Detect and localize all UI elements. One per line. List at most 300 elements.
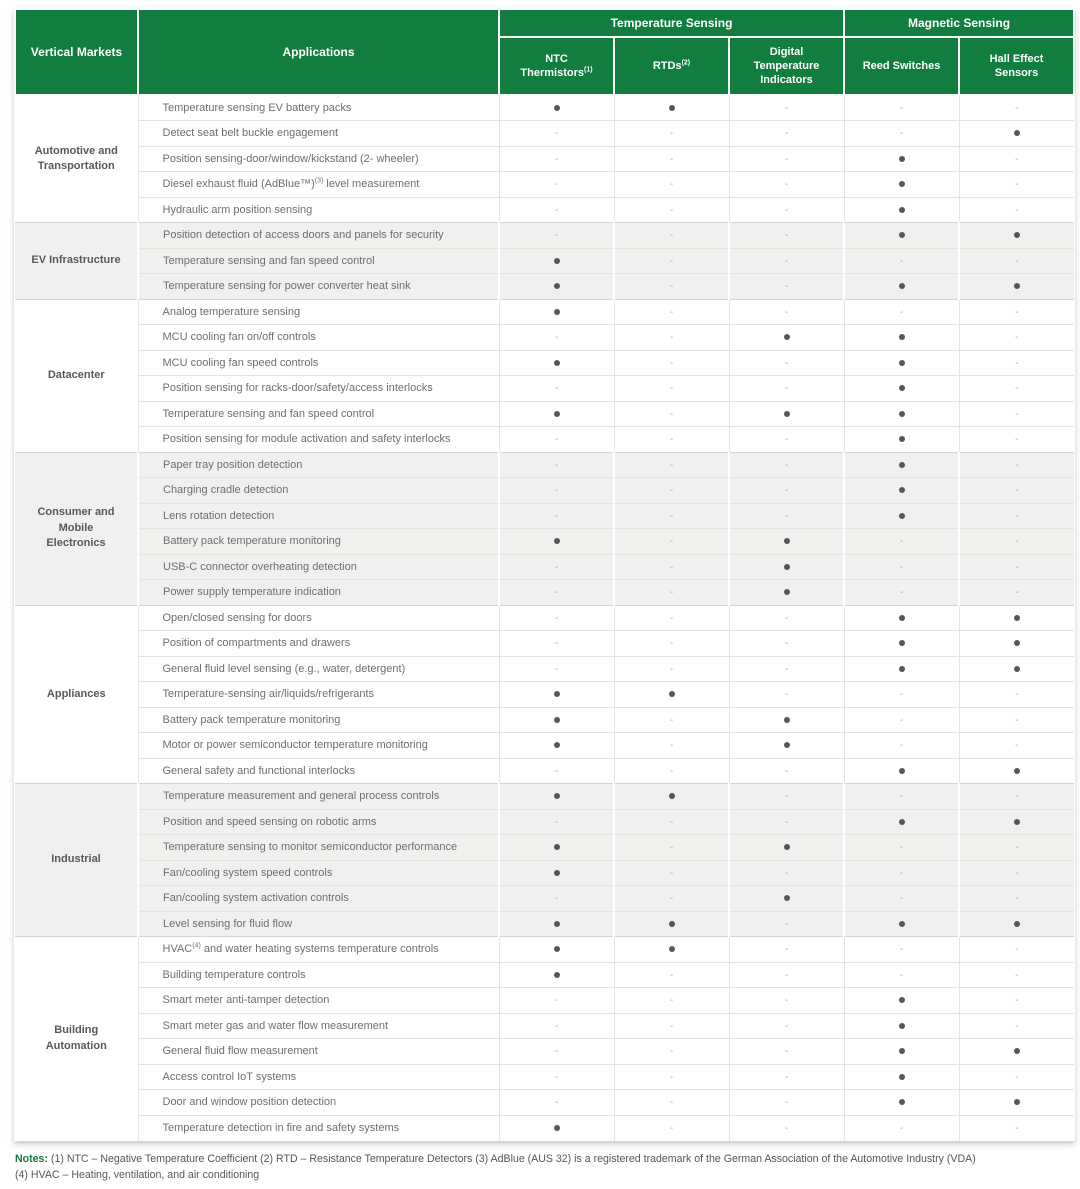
matrix-cell-ntc-thermistors-supported xyxy=(499,401,614,427)
matrix-row xyxy=(15,809,1074,835)
dash-mark: - xyxy=(900,128,903,139)
dash-mark: - xyxy=(785,1072,788,1083)
application-cell: Level sensing for fluid flow xyxy=(138,911,499,937)
matrix-cell-rtds-na xyxy=(614,707,729,733)
matrix-cell-ntc-thermistors-na xyxy=(499,427,614,453)
dash-mark: - xyxy=(900,868,903,879)
dot-icon xyxy=(1014,1099,1020,1105)
matrix-cell-digital-temperature-indicators-na xyxy=(729,631,844,657)
dash-mark: - xyxy=(555,460,558,471)
dash-mark: - xyxy=(670,1021,673,1032)
dash-mark: - xyxy=(785,511,788,522)
dot-icon xyxy=(899,411,905,417)
dash-mark: - xyxy=(555,995,558,1006)
matrix-cell-ntc-thermistors-supported xyxy=(499,937,614,963)
matrix-cell-rtds-na xyxy=(614,452,729,478)
matrix-cell-digital-temperature-indicators-na xyxy=(729,758,844,784)
matrix-cell-digital-temperature-indicators-na xyxy=(729,299,844,325)
application-cell: General safety and functional interlocks xyxy=(138,758,499,784)
dash-mark: - xyxy=(785,766,788,777)
dash-mark: - xyxy=(785,179,788,190)
dash-mark: - xyxy=(1015,256,1018,267)
application-cell: Temperature sensing and fan speed control xyxy=(138,401,499,427)
dash-mark: - xyxy=(555,613,558,624)
matrix-row xyxy=(15,427,1074,453)
dash-mark: - xyxy=(555,562,558,573)
matrix-cell-digital-temperature-indicators-na xyxy=(729,95,844,121)
dash-mark: - xyxy=(670,562,673,573)
matrix-cell-ntc-thermistors-supported xyxy=(499,299,614,325)
matrix-cell-reed-switches-supported xyxy=(844,1064,959,1090)
dash-mark: - xyxy=(670,358,673,369)
dash-mark: - xyxy=(785,791,788,802)
application-cell: Battery pack temperature monitoring xyxy=(138,707,499,733)
matrix-row xyxy=(15,95,1074,121)
application-cell: Smart meter gas and water flow measurement xyxy=(138,1013,499,1039)
market-cell: Building Automation xyxy=(15,937,138,1141)
dot-icon xyxy=(554,921,560,927)
dot-icon xyxy=(899,1023,905,1029)
matrix-cell-hall-effect-sensors-na xyxy=(959,1064,1074,1090)
matrix-cell-hall-effect-sensors-na xyxy=(959,197,1074,223)
matrix-cell-rtds-na xyxy=(614,1115,729,1141)
matrix-cell-reed-switches-na xyxy=(844,248,959,274)
dash-mark: - xyxy=(670,766,673,777)
matrix-cell-digital-temperature-indicators-na xyxy=(729,1039,844,1065)
dash-mark: - xyxy=(670,817,673,828)
matrix-cell-reed-switches-na xyxy=(844,554,959,580)
dash-mark: - xyxy=(670,281,673,292)
matrix-cell-hall-effect-sensors-supported xyxy=(959,911,1074,937)
matrix-cell-digital-temperature-indicators-na xyxy=(729,1064,844,1090)
application-cell: Hydraulic arm position sensing xyxy=(138,197,499,223)
matrix-row xyxy=(15,503,1074,529)
matrix-cell-rtds-na xyxy=(614,529,729,555)
dash-mark: - xyxy=(1015,1123,1018,1134)
matrix-cell-reed-switches-supported xyxy=(844,146,959,172)
dot-icon xyxy=(554,870,560,876)
dash-mark: - xyxy=(670,638,673,649)
dash-mark: - xyxy=(785,205,788,216)
dash-mark: - xyxy=(785,1097,788,1108)
application-cell: Temperature-sensing air/liquids/refrigerants xyxy=(138,682,499,708)
matrix-cell-reed-switches-na xyxy=(844,299,959,325)
matrix-cell-reed-switches-supported xyxy=(844,452,959,478)
application-cell: MCU cooling fan speed controls xyxy=(138,350,499,376)
dash-mark: - xyxy=(1015,1072,1018,1083)
matrix-cell-hall-effect-sensors-supported xyxy=(959,758,1074,784)
application-cell: Fan/cooling system speed controls xyxy=(138,860,499,886)
matrix-cell-digital-temperature-indicators-na xyxy=(729,223,844,249)
matrix-cell-rtds-na xyxy=(614,631,729,657)
matrix-cell-hall-effect-sensors-supported xyxy=(959,223,1074,249)
application-cell: Position and speed sensing on robotic arms xyxy=(138,809,499,835)
matrix-cell-ntc-thermistors-na xyxy=(499,452,614,478)
dot-icon xyxy=(554,283,560,289)
dash-mark: - xyxy=(785,995,788,1006)
matrix-cell-reed-switches-supported xyxy=(844,172,959,198)
dot-icon xyxy=(1014,640,1020,646)
dash-mark: - xyxy=(785,358,788,369)
dash-mark: - xyxy=(670,536,673,547)
matrix-cell-ntc-thermistors-supported xyxy=(499,274,614,300)
matrix-row xyxy=(15,580,1074,606)
matrix-cell-rtds-na xyxy=(614,478,729,504)
application-cell: Position of compartments and drawers xyxy=(138,631,499,657)
matrix-cell-rtds-na xyxy=(614,248,729,274)
matrix-cell-hall-effect-sensors-na xyxy=(959,427,1074,453)
application-cell: Temperature sensing EV battery packs xyxy=(138,95,499,121)
dot-icon xyxy=(1014,1048,1020,1054)
matrix-cell-reed-switches-supported xyxy=(844,758,959,784)
dot-icon xyxy=(1014,819,1020,825)
dash-mark: - xyxy=(670,154,673,165)
matrix-cell-reed-switches-na xyxy=(844,707,959,733)
matrix-cell-hall-effect-sensors-na xyxy=(959,784,1074,810)
application-cell: Motor or power semiconductor temperature monitoring xyxy=(138,733,499,759)
matrix-cell-rtds-supported xyxy=(614,682,729,708)
matrix-cell-ntc-thermistors-na xyxy=(499,121,614,147)
matrix-cell-digital-temperature-indicators-na xyxy=(729,274,844,300)
matrix-cell-reed-switches-supported xyxy=(844,478,959,504)
dot-icon xyxy=(784,895,790,901)
matrix-row xyxy=(15,121,1074,147)
matrix-cell-reed-switches-na xyxy=(844,860,959,886)
matrix-row xyxy=(15,631,1074,657)
matrix-cell-reed-switches-na xyxy=(844,682,959,708)
dash-mark: - xyxy=(555,332,558,343)
matrix-cell-ntc-thermistors-supported xyxy=(499,835,614,861)
dash-mark: - xyxy=(785,613,788,624)
matrix-cell-ntc-thermistors-supported xyxy=(499,1115,614,1141)
dash-mark: - xyxy=(670,383,673,394)
matrix-row xyxy=(15,452,1074,478)
matrix-cell-reed-switches-supported xyxy=(844,197,959,223)
dash-mark: - xyxy=(670,613,673,624)
matrix-cell-ntc-thermistors-na xyxy=(499,1039,614,1065)
dash-mark: - xyxy=(1015,460,1018,471)
dot-icon xyxy=(899,436,905,442)
dash-mark: - xyxy=(900,256,903,267)
matrix-cell-reed-switches-na xyxy=(844,95,959,121)
matrix-cell-digital-temperature-indicators-na xyxy=(729,911,844,937)
dash-mark: - xyxy=(1015,562,1018,573)
dot-icon xyxy=(554,105,560,111)
dash-mark: - xyxy=(670,485,673,496)
dot-icon xyxy=(554,742,560,748)
matrix-cell-hall-effect-sensors-supported xyxy=(959,631,1074,657)
dash-mark: - xyxy=(1015,434,1018,445)
matrix-cell-ntc-thermistors-supported xyxy=(499,95,614,121)
matrix-cell-hall-effect-sensors-na xyxy=(959,1013,1074,1039)
market-cell: Datacenter xyxy=(15,299,138,452)
dot-icon xyxy=(1014,666,1020,672)
matrix-cell-hall-effect-sensors-na xyxy=(959,503,1074,529)
matrix-cell-hall-effect-sensors-supported xyxy=(959,274,1074,300)
matrix-cell-ntc-thermistors-supported xyxy=(499,248,614,274)
dot-icon xyxy=(784,334,790,340)
dash-mark: - xyxy=(555,230,558,241)
matrix-cell-hall-effect-sensors-na xyxy=(959,682,1074,708)
matrix-cell-rtds-na xyxy=(614,146,729,172)
matrix-cell-reed-switches-supported xyxy=(844,631,959,657)
matrix-cell-digital-temperature-indicators-supported xyxy=(729,835,844,861)
matrix-cell-rtds-na xyxy=(614,325,729,351)
header-group-temperature-sensing: Temperature Sensing xyxy=(499,9,844,37)
matrix-cell-ntc-thermistors-supported xyxy=(499,529,614,555)
application-cell: Access control IoT systems xyxy=(138,1064,499,1090)
header-group-magnetic-sensing: Magnetic Sensing xyxy=(844,9,1074,37)
matrix-row xyxy=(15,401,1074,427)
matrix-cell-ntc-thermistors-na xyxy=(499,146,614,172)
dash-mark: - xyxy=(1015,995,1018,1006)
dot-icon xyxy=(1014,232,1020,238)
matrix-cell-reed-switches-na xyxy=(844,962,959,988)
dash-mark: - xyxy=(670,332,673,343)
matrix-cell-hall-effect-sensors-na xyxy=(959,886,1074,912)
matrix-cell-digital-temperature-indicators-supported xyxy=(729,733,844,759)
dash-mark: - xyxy=(785,689,788,700)
dash-mark: - xyxy=(785,154,788,165)
matrix-row xyxy=(15,350,1074,376)
matrix-cell-hall-effect-sensors-na xyxy=(959,248,1074,274)
application-cell: Building temperature controls xyxy=(138,962,499,988)
dot-icon xyxy=(899,207,905,213)
matrix-row xyxy=(15,988,1074,1014)
dot-icon xyxy=(899,997,905,1003)
matrix-cell-hall-effect-sensors-na xyxy=(959,988,1074,1014)
matrix-cell-ntc-thermistors-na xyxy=(499,554,614,580)
dot-icon xyxy=(1014,283,1020,289)
dot-icon xyxy=(899,921,905,927)
matrix-cell-digital-temperature-indicators-supported xyxy=(729,554,844,580)
dot-icon xyxy=(899,181,905,187)
matrix-row xyxy=(15,529,1074,555)
application-cell: Temperature detection in fire and safety systems xyxy=(138,1115,499,1141)
matrix-cell-digital-temperature-indicators-supported xyxy=(729,886,844,912)
dash-mark: - xyxy=(670,1072,673,1083)
market-cell: Industrial xyxy=(15,784,138,937)
dash-mark: - xyxy=(670,460,673,471)
matrix-cell-ntc-thermistors-supported xyxy=(499,682,614,708)
matrix-cell-rtds-na xyxy=(614,376,729,402)
matrix-cell-reed-switches-supported xyxy=(844,325,959,351)
dot-icon xyxy=(554,972,560,978)
dot-icon xyxy=(784,411,790,417)
matrix-cell-ntc-thermistors-na xyxy=(499,478,614,504)
dash-mark: - xyxy=(670,434,673,445)
matrix-row xyxy=(15,860,1074,886)
matrix-cell-reed-switches-supported xyxy=(844,1090,959,1116)
dash-mark: - xyxy=(555,1021,558,1032)
header-vertical-markets: Vertical Markets xyxy=(15,9,138,95)
matrix-cell-digital-temperature-indicators-na xyxy=(729,350,844,376)
dash-mark: - xyxy=(555,893,558,904)
matrix-cell-rtds-na xyxy=(614,427,729,453)
dash-mark: - xyxy=(1015,179,1018,190)
dash-mark: - xyxy=(1015,409,1018,420)
matrix-cell-reed-switches-na xyxy=(844,529,959,555)
dot-icon xyxy=(554,411,560,417)
column-header-ntc-thermistors: NTC Thermistors$^{(1)}$ xyxy=(499,37,614,95)
dash-mark: - xyxy=(670,230,673,241)
matrix-cell-digital-temperature-indicators-na xyxy=(729,376,844,402)
dot-icon xyxy=(554,691,560,697)
dash-mark: - xyxy=(1015,485,1018,496)
column-header-reed-switches: Reed Switches xyxy=(844,37,959,95)
matrix-cell-digital-temperature-indicators-na xyxy=(729,172,844,198)
matrix-cell-rtds-na xyxy=(614,758,729,784)
dash-mark: - xyxy=(670,409,673,420)
dot-icon xyxy=(899,768,905,774)
dash-mark: - xyxy=(785,944,788,955)
dash-mark: - xyxy=(900,944,903,955)
matrix-cell-ntc-thermistors-na xyxy=(499,809,614,835)
matrix-cell-rtds-na xyxy=(614,656,729,682)
dot-icon xyxy=(899,156,905,162)
dash-mark: - xyxy=(785,230,788,241)
matrix-cell-hall-effect-sensors-na xyxy=(959,580,1074,606)
dash-mark: - xyxy=(1015,511,1018,522)
dot-icon xyxy=(784,538,790,544)
matrix-cell-rtds-na xyxy=(614,1013,729,1039)
dash-mark: - xyxy=(670,1046,673,1057)
matrix-cell-hall-effect-sensors-na xyxy=(959,554,1074,580)
dash-mark: - xyxy=(785,1021,788,1032)
dash-mark: - xyxy=(785,970,788,981)
matrix-row xyxy=(15,1064,1074,1090)
matrix-cell-ntc-thermistors-na xyxy=(499,503,614,529)
matrix-cell-rtds-na xyxy=(614,1064,729,1090)
dot-icon xyxy=(669,793,675,799)
dot-icon xyxy=(784,717,790,723)
matrix-cell-hall-effect-sensors-na xyxy=(959,325,1074,351)
dash-mark: - xyxy=(900,103,903,114)
application-cell: MCU cooling fan on/off controls xyxy=(138,325,499,351)
matrix-row xyxy=(15,248,1074,274)
dash-mark: - xyxy=(1015,1021,1018,1032)
matrix-cell-digital-temperature-indicators-na xyxy=(729,1013,844,1039)
dash-mark: - xyxy=(1015,103,1018,114)
matrix-cell-digital-temperature-indicators-na xyxy=(729,146,844,172)
matrix-cell-hall-effect-sensors-na xyxy=(959,478,1074,504)
dot-icon xyxy=(899,1048,905,1054)
dash-mark: - xyxy=(670,868,673,879)
matrix-row xyxy=(15,1090,1074,1116)
dash-mark: - xyxy=(670,128,673,139)
matrix-cell-digital-temperature-indicators-na xyxy=(729,988,844,1014)
dash-mark: - xyxy=(900,715,903,726)
matrix-cell-rtds-na xyxy=(614,172,729,198)
application-cell: Lens rotation detection xyxy=(138,503,499,529)
matrix-cell-digital-temperature-indicators-na xyxy=(729,682,844,708)
matrix-cell-hall-effect-sensors-na xyxy=(959,835,1074,861)
dot-icon xyxy=(554,946,560,952)
matrix-cell-ntc-thermistors-na xyxy=(499,376,614,402)
matrix-cell-ntc-thermistors-na xyxy=(499,172,614,198)
matrix-cell-digital-temperature-indicators-na xyxy=(729,427,844,453)
matrix-cell-rtds-na xyxy=(614,274,729,300)
dot-icon xyxy=(899,360,905,366)
dash-mark: - xyxy=(900,842,903,853)
dash-mark: - xyxy=(900,970,903,981)
matrix-cell-hall-effect-sensors-na xyxy=(959,350,1074,376)
matrix-cell-ntc-thermistors-na xyxy=(499,758,614,784)
market-cell: Appliances xyxy=(15,605,138,784)
matrix-cell-ntc-thermistors-na xyxy=(499,605,614,631)
dash-mark: - xyxy=(785,383,788,394)
column-header-digital-temperature-indicators: Digital Temperature Indicators xyxy=(729,37,844,95)
dash-mark: - xyxy=(900,536,903,547)
dash-mark: - xyxy=(555,664,558,675)
matrix-row xyxy=(15,554,1074,580)
dot-icon xyxy=(784,844,790,850)
dash-mark: - xyxy=(1015,842,1018,853)
matrix-cell-hall-effect-sensors-na xyxy=(959,299,1074,325)
dash-mark: - xyxy=(1015,332,1018,343)
dash-mark: - xyxy=(555,1072,558,1083)
dot-icon xyxy=(554,258,560,264)
dot-icon xyxy=(554,538,560,544)
matrix-row xyxy=(15,478,1074,504)
application-cell: Temperature measurement and general process controls xyxy=(138,784,499,810)
application-cell: USB-C connector overheating detection xyxy=(138,554,499,580)
dot-icon xyxy=(899,819,905,825)
matrix-cell-digital-temperature-indicators-na xyxy=(729,605,844,631)
dash-mark: - xyxy=(555,179,558,190)
matrix-cell-digital-temperature-indicators-na xyxy=(729,121,844,147)
dash-mark: - xyxy=(670,1097,673,1108)
dash-mark: - xyxy=(900,791,903,802)
matrix-cell-ntc-thermistors-na xyxy=(499,325,614,351)
dash-mark: - xyxy=(785,103,788,114)
matrix-row xyxy=(15,197,1074,223)
column-header-rtds: RTDs$^{(2)}$ xyxy=(614,37,729,95)
dash-mark: - xyxy=(555,205,558,216)
dash-mark: - xyxy=(900,689,903,700)
dash-mark: - xyxy=(785,1123,788,1134)
dot-icon xyxy=(899,640,905,646)
matrix-cell-reed-switches-na xyxy=(844,580,959,606)
dash-mark: - xyxy=(670,587,673,598)
dot-icon xyxy=(1014,768,1020,774)
dash-mark: - xyxy=(555,587,558,598)
matrix-cell-rtds-na xyxy=(614,1039,729,1065)
dash-mark: - xyxy=(555,766,558,777)
matrix-body xyxy=(15,95,1074,1141)
dot-icon xyxy=(899,462,905,468)
matrix-cell-digital-temperature-indicators-na xyxy=(729,1115,844,1141)
market-cell: EV Infrastructure xyxy=(15,223,138,300)
matrix-row xyxy=(15,733,1074,759)
matrix-cell-rtds-na xyxy=(614,962,729,988)
dot-icon xyxy=(899,513,905,519)
dash-mark: - xyxy=(670,256,673,267)
matrix-cell-rtds-na xyxy=(614,299,729,325)
application-cell: General fluid level sensing (e.g., water, detergent) xyxy=(138,656,499,682)
dash-mark: - xyxy=(1015,383,1018,394)
dot-icon xyxy=(554,793,560,799)
matrix-cell-reed-switches-supported xyxy=(844,350,959,376)
dot-icon xyxy=(1014,130,1020,136)
dash-mark: - xyxy=(670,893,673,904)
matrix-cell-digital-temperature-indicators-na xyxy=(729,784,844,810)
application-cell: Smart meter anti-tamper detection xyxy=(138,988,499,1014)
matrix-row xyxy=(15,784,1074,810)
matrix-cell-hall-effect-sensors-na xyxy=(959,707,1074,733)
matrix-cell-rtds-na xyxy=(614,733,729,759)
dot-icon xyxy=(554,360,560,366)
